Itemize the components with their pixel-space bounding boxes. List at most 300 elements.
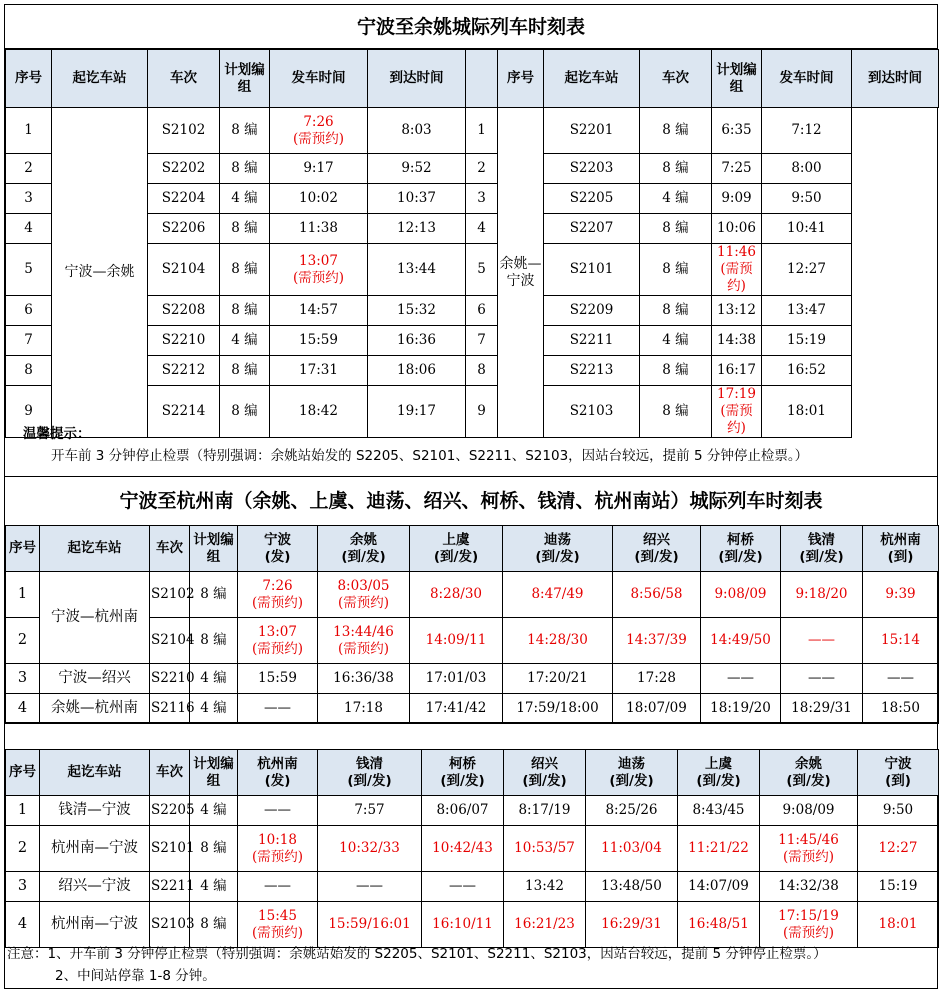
time-value: 6:35 — [721, 122, 752, 138]
time-value: 10:42/43 — [432, 840, 493, 856]
time-value: 13:42 — [525, 878, 564, 894]
formation: 8 编 — [220, 214, 270, 244]
time-cell — [410, 618, 503, 664]
time-cell — [781, 618, 863, 664]
formation: 8 编 — [220, 108, 270, 154]
time-cell — [422, 902, 504, 948]
column-header: 计划编组 — [190, 750, 238, 796]
station-action: (到/发) — [341, 548, 386, 565]
station-header — [318, 750, 422, 796]
formation: 8 编 — [640, 214, 712, 244]
column-header: 计划编组 — [712, 50, 762, 108]
train-number: S2209 — [544, 296, 640, 326]
reservation-note: (需预约) — [292, 269, 345, 286]
time-value: 18:50 — [881, 700, 920, 716]
time-value: 9:18/20 — [795, 586, 848, 602]
time-cell — [504, 826, 586, 872]
time-cell — [712, 154, 762, 184]
row-number: 4 — [466, 214, 498, 244]
row-number: 7 — [466, 326, 498, 356]
row-number: 1 — [6, 572, 40, 618]
note-line-1: 注意：1、开车前 3 分钟停止检票（特别强调：余姚站始发的 S2205、S2101、S2211、S2103，因站台较远，提前 5 分钟停止检票。） — [7, 946, 827, 962]
train-number: S2204 — [148, 184, 220, 214]
time-value: 7:57 — [354, 802, 385, 818]
time-cell — [712, 184, 762, 214]
time-cell — [410, 664, 503, 694]
time-cell — [678, 826, 760, 872]
time-value: 18:01 — [878, 916, 918, 932]
formation: 8 编 — [220, 154, 270, 184]
time-value: 15:19 — [878, 878, 918, 894]
station-name: 绍兴 — [643, 531, 670, 548]
time-value: 9:09 — [721, 190, 752, 206]
train-number: S2212 — [148, 356, 220, 386]
station-header — [238, 750, 318, 796]
time-value: 14:38 — [717, 332, 756, 348]
train-number: S2104 — [150, 618, 190, 664]
row-number: 7 — [6, 326, 52, 356]
station-name: 杭州南 — [880, 531, 921, 548]
row-number: 5 — [466, 244, 498, 296]
station-action: (到/发) — [799, 548, 844, 565]
time-cell — [760, 902, 858, 948]
row-number: 2 — [466, 154, 498, 184]
time-cell — [318, 902, 422, 948]
station-action: (到/发) — [433, 548, 479, 565]
time-cell — [760, 826, 858, 872]
time-cell — [586, 872, 678, 902]
station-name: 上虞 — [705, 755, 732, 772]
formation: 4 编 — [220, 326, 270, 356]
section2-title: 宁波至杭州南（余姚、上虞、迪荡、绍兴、柯桥、钱清、杭州南站）城际列车时刻表 — [5, 476, 937, 524]
reservation-note: (需预约) — [720, 261, 753, 294]
station-header — [504, 750, 586, 796]
train-number: S2103 — [544, 386, 640, 438]
time-cell — [318, 796, 422, 826]
time-value: 8:28/30 — [429, 586, 483, 602]
formation: 8 编 — [190, 902, 238, 948]
column-header: 序号 — [498, 50, 544, 108]
route-cell: 余姚—宁波 — [498, 108, 544, 438]
time-value: 7:26 — [303, 113, 334, 130]
time-value: 17:01/03 — [425, 670, 487, 686]
arrival-time: 19:17 — [368, 386, 466, 438]
time-value: 10:02 — [299, 190, 338, 206]
time-cell — [712, 326, 762, 356]
reservation-note: (需预约) — [782, 848, 835, 865]
time-cell — [863, 694, 939, 724]
time-cell — [270, 154, 368, 184]
reservation-note: (需预约) — [251, 640, 304, 657]
time-value: 17:31 — [299, 362, 338, 378]
arrival-time: 13:47 — [762, 296, 852, 326]
time-cell — [701, 572, 781, 618]
time-value: 17:15/19 — [778, 907, 839, 924]
time-cell — [318, 694, 410, 724]
time-cell — [863, 618, 939, 664]
time-cell — [613, 572, 701, 618]
time-value: 15:59 — [258, 670, 297, 686]
time-cell — [238, 618, 318, 664]
note-label: 温馨提示： — [23, 426, 91, 442]
time-cell — [270, 214, 368, 244]
train-number: S2208 — [148, 296, 220, 326]
station-action: (发) — [264, 548, 291, 565]
formation: 4 编 — [190, 694, 238, 724]
station-action: (到/发) — [347, 772, 392, 789]
table-row — [6, 108, 939, 154]
time-value: —— — [356, 878, 383, 894]
column-header: 序号 — [6, 526, 40, 572]
table-row — [6, 664, 939, 694]
station-name: 迪荡 — [544, 531, 571, 548]
row-number: 1 — [6, 796, 40, 826]
station-name: 杭州南 — [257, 755, 298, 772]
time-value: —— — [264, 802, 291, 818]
train-number: S2211 — [150, 872, 190, 902]
header-row — [6, 750, 939, 796]
station-action: (到/发) — [718, 548, 763, 565]
route-cell: 杭州南—宁波 — [40, 826, 150, 872]
time-cell — [858, 826, 939, 872]
train-number: S2207 — [544, 214, 640, 244]
time-cell — [712, 108, 762, 154]
time-value: 18:29/31 — [791, 700, 852, 716]
time-value: 9:08/09 — [714, 586, 767, 602]
table-row — [6, 694, 939, 724]
note-text: 开车前 3 分钟停止检票（特别强调：余姚站始发的 S2205、S2101、S2211、S2103，因站台较远，提前 5 分钟停止检票。） — [51, 448, 809, 464]
time-value: 11:46 — [717, 244, 756, 260]
route-cell: 杭州南—宁波 — [40, 902, 150, 948]
column-header: 序号 — [6, 50, 52, 108]
station-action: (到/发) — [786, 772, 831, 789]
formation: 8 编 — [640, 154, 712, 184]
time-cell — [318, 664, 410, 694]
timetable-sheet — [4, 4, 938, 989]
row-number: 5 — [6, 244, 52, 296]
time-value: 13:07 — [299, 252, 338, 269]
time-cell — [858, 796, 939, 826]
row-number: 1 — [466, 108, 498, 154]
table-row — [6, 872, 939, 902]
formation: 4 编 — [640, 184, 712, 214]
station-header — [613, 526, 701, 572]
time-value: 17:20/21 — [527, 670, 588, 686]
column-header: 到达时间 — [368, 50, 466, 108]
formation: 8 编 — [190, 572, 238, 618]
row-number: 8 — [6, 356, 52, 386]
formation: 8 编 — [190, 618, 238, 664]
arrival-time: 9:52 — [368, 154, 466, 184]
time-value: 15:14 — [881, 632, 920, 648]
route-cell: 余姚—杭州南 — [40, 694, 150, 724]
table-row — [6, 572, 939, 618]
arrival-time: 10:37 — [368, 184, 466, 214]
column-header: 发车时间 — [762, 50, 852, 108]
column-header: 序号 — [6, 750, 40, 796]
row-number: 4 — [6, 214, 52, 244]
train-number: S2101 — [544, 244, 640, 296]
time-value: 11:03/04 — [601, 840, 662, 856]
time-value: 17:28 — [637, 670, 676, 686]
train-number: S2102 — [148, 108, 220, 154]
time-value: —— — [264, 878, 291, 894]
time-cell — [712, 214, 762, 244]
time-value: 13:44/46 — [333, 623, 394, 640]
column-header: 车次 — [148, 50, 220, 108]
time-value: 10:18 — [258, 831, 297, 848]
station-name: 钱清 — [356, 755, 383, 772]
row-number: 3 — [6, 664, 40, 694]
formation: 8 编 — [220, 296, 270, 326]
row-number: 4 — [6, 902, 40, 948]
station-name: 上虞 — [442, 531, 470, 548]
time-value: 13:12 — [717, 302, 756, 318]
time-value: 16:17 — [717, 362, 756, 378]
time-cell — [270, 108, 368, 154]
formation: 8 编 — [220, 386, 270, 438]
time-value: 14:37/39 — [626, 632, 687, 648]
formation: 4 编 — [190, 664, 238, 694]
time-value: 10:32/33 — [339, 840, 400, 856]
station-action: (到/发) — [696, 772, 741, 789]
time-value: —— — [264, 700, 291, 716]
station-header — [318, 526, 410, 572]
train-number: S2206 — [148, 214, 220, 244]
time-value: 10:06 — [717, 220, 756, 236]
station-name: 柯桥 — [449, 755, 476, 772]
time-value: 7:25 — [721, 160, 752, 176]
time-cell — [760, 872, 858, 902]
station-header — [586, 750, 678, 796]
time-value: 14:07/09 — [688, 878, 749, 894]
station-action: (到/发) — [609, 772, 654, 789]
arrival-time: 16:52 — [762, 356, 852, 386]
arrival-time: 16:36 — [368, 326, 466, 356]
time-value: 12:27 — [878, 840, 918, 856]
time-cell — [238, 826, 318, 872]
time-cell — [858, 902, 939, 948]
train-number: S2202 — [148, 154, 220, 184]
time-value: 16:10/11 — [432, 916, 493, 932]
column-header: 计划编组 — [190, 526, 238, 572]
down-timetable — [5, 525, 939, 724]
time-cell — [760, 796, 858, 826]
train-number: S2101 — [150, 826, 190, 872]
table-row — [6, 796, 939, 826]
time-cell — [422, 826, 504, 872]
time-cell — [238, 694, 318, 724]
reservation-note: (需预约) — [251, 924, 304, 941]
time-cell — [678, 796, 760, 826]
time-cell — [712, 244, 762, 296]
time-value: 14:57 — [299, 302, 338, 318]
arrival-time: 12:13 — [368, 214, 466, 244]
header-row — [6, 50, 939, 108]
table-row — [6, 826, 939, 872]
reservation-note: (需预约) — [782, 924, 835, 941]
spacer-row — [5, 722, 938, 750]
time-value: 17:41/42 — [425, 700, 487, 716]
section1-note — [23, 423, 808, 467]
arrival-time: 8:00 — [762, 154, 852, 184]
time-cell — [863, 664, 939, 694]
time-value: 13:07 — [258, 623, 297, 640]
time-value: 8:25/26 — [605, 802, 658, 818]
ningbo-yuyao-table — [5, 49, 939, 438]
station-header — [422, 750, 504, 796]
time-value: 14:28/30 — [527, 632, 588, 648]
time-value: 10:53/57 — [514, 840, 575, 856]
header-row — [6, 526, 939, 572]
time-cell — [238, 664, 318, 694]
arrival-time: 15:32 — [368, 296, 466, 326]
time-cell — [712, 356, 762, 386]
route-cell: 宁波—余姚 — [52, 108, 148, 438]
section1-title: 宁波至余姚城际列车时刻表 — [5, 5, 937, 49]
station-header — [781, 526, 863, 572]
route-cell: 宁波—绍兴 — [40, 664, 150, 694]
route-cell: 钱清—宁波 — [40, 796, 150, 826]
time-cell — [270, 244, 368, 296]
time-value: 11:38 — [299, 220, 338, 236]
reservation-note: (需预约) — [292, 130, 345, 147]
train-number: S2214 — [148, 386, 220, 438]
time-value: 14:09/11 — [425, 632, 487, 648]
up-timetable — [5, 749, 939, 948]
station-name: 柯桥 — [727, 531, 754, 548]
column-header: 到达时间 — [852, 50, 939, 108]
table-row — [6, 902, 939, 948]
time-value: 14:49/50 — [710, 632, 771, 648]
time-cell — [613, 664, 701, 694]
time-cell — [701, 664, 781, 694]
time-cell — [270, 356, 368, 386]
train-number: S2210 — [148, 326, 220, 356]
time-value: 17:59/18:00 — [516, 700, 599, 716]
row-number: 3 — [466, 184, 498, 214]
time-value: 15:45 — [258, 907, 297, 924]
time-value: 9:17 — [303, 160, 334, 176]
arrival-time: 13:44 — [368, 244, 466, 296]
time-value: —— — [808, 632, 835, 648]
arrival-time: 18:01 — [762, 386, 852, 438]
reservation-note: (需预约) — [251, 848, 304, 865]
station-header — [701, 526, 781, 572]
row-number: 9 — [6, 386, 52, 438]
time-value: —— — [887, 670, 914, 686]
arrival-time: 12:27 — [762, 244, 852, 296]
time-cell — [678, 872, 760, 902]
arrival-time: 18:06 — [368, 356, 466, 386]
arrival-time: 8:03 — [368, 108, 466, 154]
column-header: 车次 — [150, 526, 190, 572]
station-header — [863, 526, 939, 572]
station-action: (到) — [885, 772, 911, 789]
time-cell — [422, 796, 504, 826]
reservation-note: (需预约) — [251, 594, 304, 611]
column-header: 起讫车站 — [40, 526, 150, 572]
time-cell — [586, 902, 678, 948]
column-header: 车次 — [150, 750, 190, 796]
station-action: (到/发) — [634, 548, 679, 565]
time-cell — [781, 572, 863, 618]
time-value: 8:47/49 — [531, 586, 584, 602]
time-cell — [503, 694, 613, 724]
formation: 8 编 — [640, 108, 712, 154]
time-cell — [712, 296, 762, 326]
time-value: 17:19 — [717, 386, 756, 402]
formation: 8 编 — [640, 356, 712, 386]
station-action: (到) — [887, 548, 914, 565]
time-cell — [503, 572, 613, 618]
time-cell — [613, 694, 701, 724]
formation: 4 编 — [640, 326, 712, 356]
train-number: S2205 — [150, 796, 190, 826]
time-cell — [504, 902, 586, 948]
time-value: 18:42 — [299, 403, 338, 419]
formation: 8 编 — [220, 244, 270, 296]
row-number: 2 — [6, 618, 40, 664]
arrival-time: 9:50 — [762, 184, 852, 214]
row-number: 3 — [6, 872, 40, 902]
time-cell — [318, 618, 410, 664]
train-number: S2116 — [150, 694, 190, 724]
row-number: 2 — [6, 154, 52, 184]
arrival-time: 15:19 — [762, 326, 852, 356]
row-number: 9 — [466, 386, 498, 438]
train-number: S2211 — [544, 326, 640, 356]
station-name: 宁波 — [884, 755, 912, 772]
time-value: 16:48/51 — [688, 916, 749, 932]
note-line-2: 2、中间站停靠 1-8 分钟。 — [55, 968, 216, 984]
time-cell — [503, 664, 613, 694]
formation: 8 编 — [640, 296, 712, 326]
column-header: 起讫车站 — [52, 50, 148, 108]
time-value: 13:48/50 — [601, 878, 662, 894]
route-cell: 绍兴—宁波 — [40, 872, 150, 902]
row-number: 2 — [6, 826, 40, 872]
formation: 8 编 — [640, 386, 712, 438]
row-number: 8 — [466, 356, 498, 386]
time-cell — [586, 796, 678, 826]
route-cell: 宁波—杭州南 — [40, 572, 150, 664]
station-action: (到/发) — [440, 772, 485, 789]
separator-column — [466, 50, 498, 108]
row-number: 6 — [6, 296, 52, 326]
time-cell — [270, 326, 368, 356]
time-value: 16:29/31 — [601, 916, 662, 932]
time-cell — [238, 872, 318, 902]
station-name: 迪荡 — [618, 755, 645, 772]
time-value: 7:26 — [262, 577, 293, 594]
time-cell — [701, 694, 781, 724]
time-cell — [678, 902, 760, 948]
station-header — [678, 750, 760, 796]
station-name: 余姚 — [795, 755, 822, 772]
reservation-note: (需预约) — [720, 403, 753, 436]
time-value: 8:06/07 — [436, 802, 489, 818]
time-cell — [781, 694, 863, 724]
station-header — [238, 526, 318, 572]
time-cell — [318, 872, 422, 902]
time-value: 16:21/23 — [514, 916, 575, 932]
time-cell — [613, 618, 701, 664]
column-header: 起讫车站 — [544, 50, 640, 108]
train-number: S2203 — [544, 154, 640, 184]
station-name: 钱清 — [808, 531, 835, 548]
row-number: 1 — [6, 108, 52, 154]
